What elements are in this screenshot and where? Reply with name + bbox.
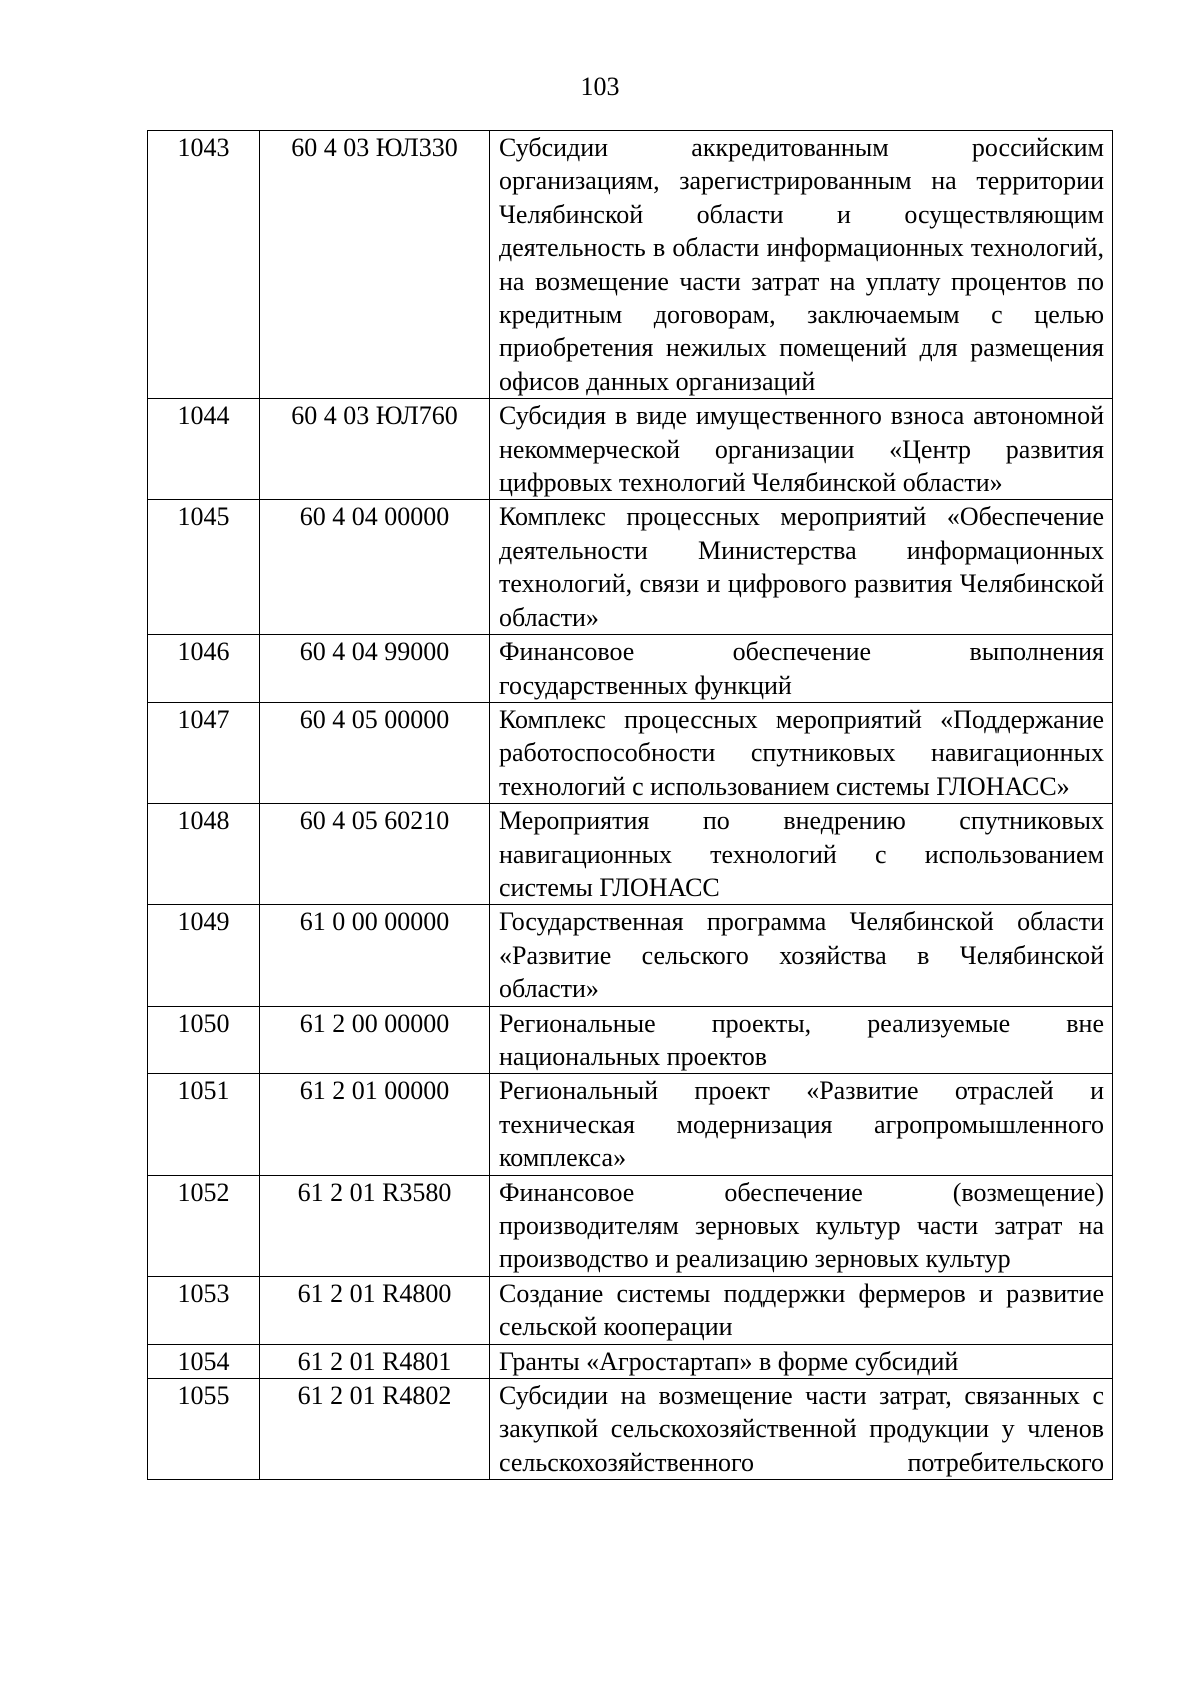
row-number: 1053 [148,1276,260,1344]
budget-code: 60 4 04 99000 [260,635,490,703]
table-row [148,1074,1113,1175]
row-number: 1054 [148,1344,260,1378]
page-number: 103 [580,72,620,101]
row-number: 1044 [148,399,260,500]
table-row [148,500,1113,635]
budget-code: 61 0 00 00000 [260,905,490,1006]
budget-code: 60 4 04 00000 [260,500,490,635]
table-row [148,131,1113,399]
budget-code-table [147,130,1113,1480]
table-row [148,1379,1113,1480]
table-row [148,905,1113,1006]
expense-name: Финансовое обеспечение (возмещение) производителям зерновых культур части затрат на производство и реализацию зерновых культур [490,1175,1113,1276]
table-row [148,702,1113,803]
expense-name: Субсидии на возмещение части затрат, связанных с закупкой сельскохозяйственной продукции у членов сельскохозяйственного потребительского [490,1379,1113,1480]
row-number: 1051 [148,1074,260,1175]
row-number: 1052 [148,1175,260,1276]
table-row [148,804,1113,905]
expense-name: Региональный проект «Развитие отраслей и техническая модернизация агропромышленного комплекса» [490,1074,1113,1175]
expense-name: Комплекс процессных мероприятий «Поддержание работоспособности спутниковых навигационных технологий с использованием системы ГЛОНАСС» [490,702,1113,803]
budget-code: 60 4 05 00000 [260,702,490,803]
expense-name: Гранты «Агростартап» в форме субсидий [490,1344,1113,1378]
table-row [148,1006,1113,1074]
expense-name: Субсидии аккредитованным российским организациям, зарегистрированным на территории Челябинской области и осуществляющим деятельность в области информационных технологий, на возмещение части затрат на уплату процентов по кредитным договорам, заключаемым с целью приобретения нежилых помещений для размещения офисов данных организаций [490,131,1113,399]
row-number: 1049 [148,905,260,1006]
expense-name: Субсидия в виде имущественного взноса автономной некоммерческой организации «Центр развития цифровых технологий Челябинской области» [490,399,1113,500]
table-row [148,1344,1113,1378]
row-number: 1045 [148,500,260,635]
expense-name: Финансовое обеспечение выполнения государственных функций [490,635,1113,703]
table-row [148,399,1113,500]
expense-name: Государственная программа Челябинской области «Развитие сельского хозяйства в Челябинской области» [490,905,1113,1006]
budget-code: 61 2 01 00000 [260,1074,490,1175]
table-row [148,1276,1113,1344]
budget-code: 61 2 01 R4801 [260,1344,490,1378]
budget-code: 60 4 03 ЮЛ330 [260,131,490,399]
expense-name: Создание системы поддержки фермеров и развитие сельской кооперации [490,1276,1113,1344]
budget-code: 60 4 05 60210 [260,804,490,905]
expense-name: Мероприятия по внедрению спутниковых навигационных технологий с использованием системы ГЛОНАСС [490,804,1113,905]
budget-code: 61 2 01 R3580 [260,1175,490,1276]
expense-name: Региональные проекты, реализуемые вне национальных проектов [490,1006,1113,1074]
budget-code: 60 4 03 ЮЛ760 [260,399,490,500]
row-number: 1043 [148,131,260,399]
row-number: 1050 [148,1006,260,1074]
row-number: 1048 [148,804,260,905]
budget-code: 61 2 01 R4800 [260,1276,490,1344]
table-row [148,635,1113,703]
table-body [148,131,1113,1480]
row-number: 1047 [148,702,260,803]
budget-code: 61 2 00 00000 [260,1006,490,1074]
table-row [148,1175,1113,1276]
budget-code: 61 2 01 R4802 [260,1379,490,1480]
row-number: 1055 [148,1379,260,1480]
expense-name: Комплекс процессных мероприятий «Обеспечение деятельности Министерства информационных технологий, связи и цифрового развития Челябинской области» [490,500,1113,635]
row-number: 1046 [148,635,260,703]
